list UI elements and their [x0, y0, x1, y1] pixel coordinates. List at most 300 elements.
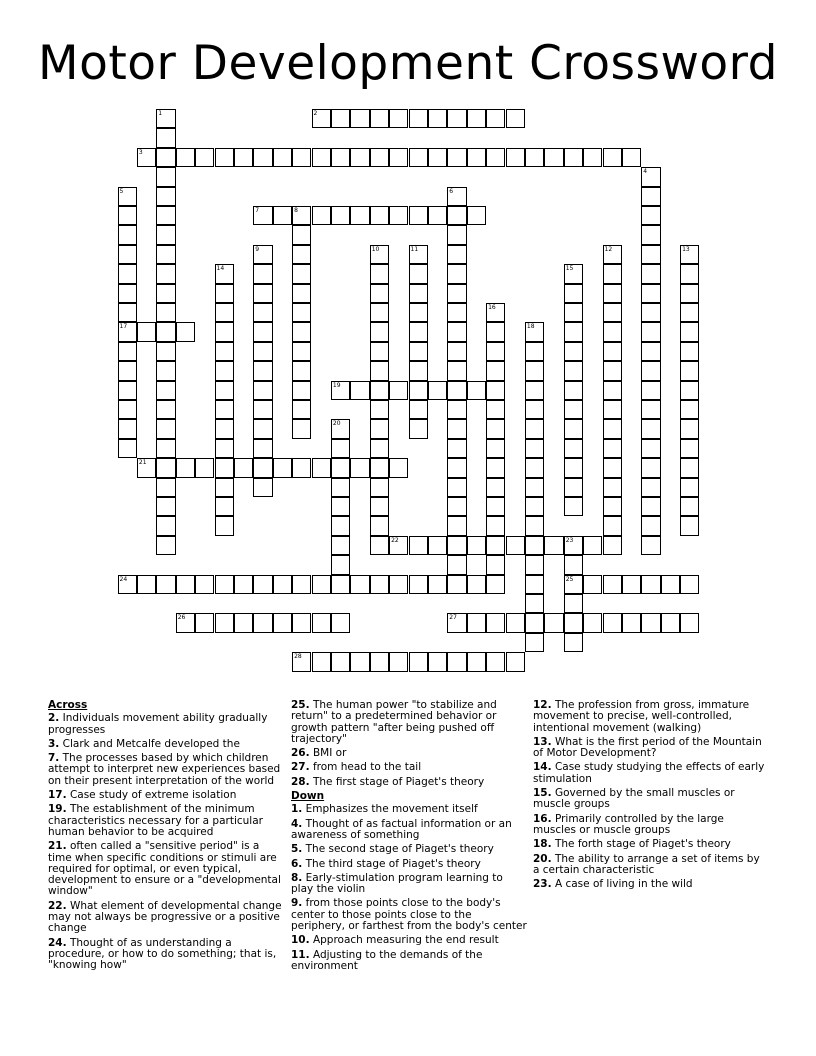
grid-cell[interactable] [680, 419, 699, 438]
grid-cell[interactable] [370, 206, 389, 225]
grid-cell[interactable] [506, 536, 525, 555]
grid-cell[interactable] [215, 361, 234, 380]
grid-cell[interactable] [641, 303, 660, 322]
grid-cell[interactable] [156, 458, 175, 477]
grid-cell[interactable] [486, 652, 505, 671]
grid-cell[interactable] [525, 458, 544, 477]
grid-cell[interactable] [370, 439, 389, 458]
grid-cell[interactable] [370, 400, 389, 419]
grid-cell[interactable] [118, 225, 137, 244]
grid-cell[interactable] [409, 575, 428, 594]
grid-cell[interactable] [176, 322, 195, 341]
grid-cell[interactable] [118, 264, 137, 283]
grid-cell[interactable] [486, 342, 505, 361]
grid-cell[interactable] [370, 148, 389, 167]
grid-cell[interactable] [253, 342, 272, 361]
grid-cell[interactable] [118, 284, 137, 303]
grid-cell[interactable] [680, 478, 699, 497]
grid-cell[interactable] [603, 419, 622, 438]
grid-cell[interactable] [331, 613, 350, 632]
grid-cell[interactable] [486, 439, 505, 458]
grid-cell[interactable] [370, 478, 389, 497]
grid-cell[interactable] [331, 419, 350, 438]
grid-cell[interactable] [447, 575, 466, 594]
grid-cell[interactable] [680, 284, 699, 303]
grid-cell[interactable] [156, 536, 175, 555]
grid-cell[interactable] [680, 264, 699, 283]
grid-cell[interactable] [253, 284, 272, 303]
grid-cell[interactable] [118, 400, 137, 419]
grid-cell[interactable] [215, 400, 234, 419]
grid-cell[interactable] [370, 322, 389, 341]
grid-cell[interactable] [447, 206, 466, 225]
grid-cell[interactable] [564, 419, 583, 438]
grid-cell[interactable] [447, 536, 466, 555]
grid-cell[interactable] [350, 652, 369, 671]
grid-cell[interactable] [486, 555, 505, 574]
grid-cell[interactable] [603, 613, 622, 632]
grid-cell[interactable] [447, 342, 466, 361]
grid-cell[interactable] [331, 109, 350, 128]
grid-cell[interactable] [350, 458, 369, 477]
grid-cell[interactable] [409, 536, 428, 555]
grid-cell[interactable] [215, 264, 234, 283]
grid-cell[interactable] [350, 109, 369, 128]
grid-cell[interactable] [680, 439, 699, 458]
grid-cell[interactable] [370, 109, 389, 128]
grid-cell[interactable] [506, 109, 525, 128]
grid-cell[interactable] [370, 536, 389, 555]
grid-cell[interactable] [253, 419, 272, 438]
grid-cell[interactable] [118, 187, 137, 206]
grid-cell[interactable] [215, 458, 234, 477]
grid-cell[interactable] [215, 478, 234, 497]
grid-cell[interactable] [292, 225, 311, 244]
grid-cell[interactable] [350, 148, 369, 167]
grid-cell[interactable] [467, 381, 486, 400]
grid-cell[interactable] [622, 575, 641, 594]
grid-cell[interactable] [389, 652, 408, 671]
grid-cell[interactable] [118, 206, 137, 225]
grid-cell[interactable] [292, 613, 311, 632]
grid-cell[interactable] [215, 148, 234, 167]
grid-cell[interactable] [253, 381, 272, 400]
grid-cell[interactable] [564, 381, 583, 400]
grid-cell[interactable] [641, 439, 660, 458]
grid-cell[interactable] [156, 497, 175, 516]
grid-cell[interactable] [370, 497, 389, 516]
grid-cell[interactable] [486, 575, 505, 594]
grid-cell[interactable] [525, 613, 544, 632]
grid-cell[interactable] [525, 594, 544, 613]
grid-cell[interactable] [447, 652, 466, 671]
grid-cell[interactable] [292, 652, 311, 671]
grid-cell[interactable] [564, 400, 583, 419]
grid-cell[interactable] [564, 594, 583, 613]
grid-cell[interactable] [486, 497, 505, 516]
grid-cell[interactable] [137, 458, 156, 477]
grid-cell[interactable] [176, 148, 195, 167]
grid-cell[interactable] [331, 497, 350, 516]
grid-cell[interactable] [312, 575, 331, 594]
grid-cell[interactable] [389, 206, 408, 225]
grid-cell[interactable] [312, 652, 331, 671]
grid-cell[interactable] [428, 109, 447, 128]
grid-cell[interactable] [118, 303, 137, 322]
grid-cell[interactable] [370, 245, 389, 264]
grid-cell[interactable] [603, 264, 622, 283]
grid-cell[interactable] [603, 361, 622, 380]
grid-cell[interactable] [447, 303, 466, 322]
grid-cell[interactable] [118, 575, 137, 594]
grid-cell[interactable] [370, 419, 389, 438]
grid-cell[interactable] [603, 478, 622, 497]
grid-cell[interactable] [370, 381, 389, 400]
grid-cell[interactable] [156, 439, 175, 458]
grid-cell[interactable] [253, 400, 272, 419]
grid-cell[interactable] [118, 419, 137, 438]
grid-cell[interactable] [292, 361, 311, 380]
grid-cell[interactable] [331, 439, 350, 458]
grid-cell[interactable] [525, 478, 544, 497]
grid-cell[interactable] [486, 381, 505, 400]
grid-cell[interactable] [253, 458, 272, 477]
grid-cell[interactable] [118, 381, 137, 400]
grid-cell[interactable] [389, 109, 408, 128]
grid-cell[interactable] [680, 322, 699, 341]
grid-cell[interactable] [564, 536, 583, 555]
grid-cell[interactable] [156, 284, 175, 303]
grid-cell[interactable] [622, 613, 641, 632]
grid-cell[interactable] [215, 575, 234, 594]
grid-cell[interactable] [525, 148, 544, 167]
grid-cell[interactable] [409, 148, 428, 167]
grid-cell[interactable] [118, 245, 137, 264]
grid-cell[interactable] [370, 575, 389, 594]
grid-cell[interactable] [292, 148, 311, 167]
grid-cell[interactable] [603, 245, 622, 264]
grid-cell[interactable] [370, 458, 389, 477]
grid-cell[interactable] [292, 381, 311, 400]
grid-cell[interactable] [525, 439, 544, 458]
grid-cell[interactable] [447, 245, 466, 264]
grid-cell[interactable] [389, 575, 408, 594]
grid-cell[interactable] [467, 148, 486, 167]
grid-cell[interactable] [447, 381, 466, 400]
grid-cell[interactable] [583, 613, 602, 632]
grid-cell[interactable] [447, 516, 466, 535]
grid-cell[interactable] [350, 206, 369, 225]
grid-cell[interactable] [215, 322, 234, 341]
grid-cell[interactable] [447, 148, 466, 167]
grid-cell[interactable] [428, 652, 447, 671]
grid-cell[interactable] [370, 516, 389, 535]
grid-cell[interactable] [273, 148, 292, 167]
grid-cell[interactable] [156, 381, 175, 400]
grid-cell[interactable] [564, 284, 583, 303]
grid-cell[interactable] [409, 400, 428, 419]
grid-cell[interactable] [292, 284, 311, 303]
grid-cell[interactable] [564, 575, 583, 594]
grid-cell[interactable] [564, 555, 583, 574]
grid-cell[interactable] [195, 575, 214, 594]
grid-cell[interactable] [525, 400, 544, 419]
grid-cell[interactable] [428, 148, 447, 167]
grid-cell[interactable] [680, 497, 699, 516]
grid-cell[interactable] [641, 458, 660, 477]
grid-cell[interactable] [641, 264, 660, 283]
grid-cell[interactable] [447, 458, 466, 477]
grid-cell[interactable] [583, 148, 602, 167]
grid-cell[interactable] [641, 478, 660, 497]
grid-cell[interactable] [525, 497, 544, 516]
grid-cell[interactable] [156, 109, 175, 128]
grid-cell[interactable] [273, 458, 292, 477]
grid-cell[interactable] [564, 478, 583, 497]
grid-cell[interactable] [428, 381, 447, 400]
grid-cell[interactable] [156, 419, 175, 438]
grid-cell[interactable] [331, 478, 350, 497]
grid-cell[interactable] [156, 322, 175, 341]
grid-cell[interactable] [641, 613, 660, 632]
grid-cell[interactable] [486, 419, 505, 438]
grid-cell[interactable] [350, 575, 369, 594]
grid-cell[interactable] [292, 400, 311, 419]
grid-cell[interactable] [603, 284, 622, 303]
grid-cell[interactable] [156, 245, 175, 264]
grid-cell[interactable] [253, 613, 272, 632]
grid-cell[interactable] [370, 303, 389, 322]
grid-cell[interactable] [467, 613, 486, 632]
grid-cell[interactable] [156, 225, 175, 244]
grid-cell[interactable] [292, 245, 311, 264]
grid-cell[interactable] [680, 400, 699, 419]
grid-cell[interactable] [525, 633, 544, 652]
grid-cell[interactable] [156, 361, 175, 380]
grid-cell[interactable] [409, 206, 428, 225]
grid-cell[interactable] [525, 361, 544, 380]
grid-cell[interactable] [564, 303, 583, 322]
grid-cell[interactable] [156, 575, 175, 594]
grid-cell[interactable] [176, 458, 195, 477]
grid-cell[interactable] [195, 458, 214, 477]
grid-cell[interactable] [118, 439, 137, 458]
grid-cell[interactable] [215, 381, 234, 400]
grid-cell[interactable] [622, 148, 641, 167]
grid-cell[interactable] [525, 322, 544, 341]
grid-cell[interactable] [253, 439, 272, 458]
grid-cell[interactable] [234, 575, 253, 594]
grid-cell[interactable] [486, 361, 505, 380]
grid-cell[interactable] [331, 555, 350, 574]
grid-cell[interactable] [156, 206, 175, 225]
grid-cell[interactable] [370, 652, 389, 671]
grid-cell[interactable] [215, 516, 234, 535]
grid-cell[interactable] [680, 516, 699, 535]
grid-cell[interactable] [447, 478, 466, 497]
grid-cell[interactable] [661, 575, 680, 594]
grid-cell[interactable] [389, 458, 408, 477]
grid-cell[interactable] [603, 536, 622, 555]
grid-cell[interactable] [641, 381, 660, 400]
grid-cell[interactable] [525, 419, 544, 438]
grid-cell[interactable] [447, 361, 466, 380]
grid-cell[interactable] [331, 148, 350, 167]
grid-cell[interactable] [525, 342, 544, 361]
grid-cell[interactable] [641, 322, 660, 341]
grid-cell[interactable] [331, 536, 350, 555]
grid-cell[interactable] [641, 187, 660, 206]
grid-cell[interactable] [525, 575, 544, 594]
grid-cell[interactable] [603, 497, 622, 516]
grid-cell[interactable] [428, 575, 447, 594]
grid-cell[interactable] [118, 322, 137, 341]
grid-cell[interactable] [409, 264, 428, 283]
grid-cell[interactable] [409, 109, 428, 128]
grid-cell[interactable] [156, 128, 175, 147]
grid-cell[interactable] [564, 322, 583, 341]
grid-cell[interactable] [118, 361, 137, 380]
grid-cell[interactable] [156, 400, 175, 419]
grid-cell[interactable] [680, 458, 699, 477]
grid-cell[interactable] [156, 478, 175, 497]
grid-cell[interactable] [331, 458, 350, 477]
grid-cell[interactable] [312, 458, 331, 477]
grid-cell[interactable] [506, 652, 525, 671]
grid-cell[interactable] [544, 148, 563, 167]
grid-cell[interactable] [370, 361, 389, 380]
grid-cell[interactable] [215, 497, 234, 516]
grid-cell[interactable] [370, 264, 389, 283]
grid-cell[interactable] [253, 148, 272, 167]
grid-cell[interactable] [486, 458, 505, 477]
grid-cell[interactable] [409, 361, 428, 380]
grid-cell[interactable] [447, 322, 466, 341]
grid-cell[interactable] [312, 613, 331, 632]
grid-cell[interactable] [409, 322, 428, 341]
grid-cell[interactable] [370, 284, 389, 303]
grid-cell[interactable] [312, 109, 331, 128]
grid-cell[interactable] [253, 303, 272, 322]
grid-cell[interactable] [564, 148, 583, 167]
grid-cell[interactable] [603, 342, 622, 361]
grid-cell[interactable] [447, 439, 466, 458]
grid-cell[interactable] [350, 381, 369, 400]
grid-cell[interactable] [486, 516, 505, 535]
grid-cell[interactable] [641, 245, 660, 264]
grid-cell[interactable] [544, 613, 563, 632]
grid-cell[interactable] [641, 497, 660, 516]
grid-cell[interactable] [292, 342, 311, 361]
grid-cell[interactable] [176, 613, 195, 632]
grid-cell[interactable] [292, 303, 311, 322]
grid-cell[interactable] [273, 206, 292, 225]
grid-cell[interactable] [564, 361, 583, 380]
grid-cell[interactable] [447, 225, 466, 244]
grid-cell[interactable] [641, 167, 660, 186]
grid-cell[interactable] [641, 400, 660, 419]
grid-cell[interactable] [564, 633, 583, 652]
grid-cell[interactable] [564, 342, 583, 361]
grid-cell[interactable] [118, 342, 137, 361]
grid-cell[interactable] [447, 497, 466, 516]
grid-cell[interactable] [603, 400, 622, 419]
grid-cell[interactable] [409, 381, 428, 400]
grid-cell[interactable] [195, 613, 214, 632]
grid-cell[interactable] [564, 264, 583, 283]
grid-cell[interactable] [603, 322, 622, 341]
grid-cell[interactable] [331, 516, 350, 535]
grid-cell[interactable] [292, 458, 311, 477]
grid-cell[interactable] [253, 575, 272, 594]
grid-cell[interactable] [525, 516, 544, 535]
grid-cell[interactable] [583, 575, 602, 594]
grid-cell[interactable] [564, 613, 583, 632]
grid-cell[interactable] [603, 148, 622, 167]
grid-cell[interactable] [370, 342, 389, 361]
grid-cell[interactable] [176, 575, 195, 594]
grid-cell[interactable] [486, 400, 505, 419]
grid-cell[interactable] [215, 342, 234, 361]
grid-cell[interactable] [641, 419, 660, 438]
grid-cell[interactable] [641, 225, 660, 244]
grid-cell[interactable] [544, 536, 563, 555]
grid-cell[interactable] [583, 536, 602, 555]
grid-cell[interactable] [409, 303, 428, 322]
grid-cell[interactable] [292, 575, 311, 594]
grid-cell[interactable] [680, 613, 699, 632]
grid-cell[interactable] [253, 478, 272, 497]
grid-cell[interactable] [137, 322, 156, 341]
grid-cell[interactable] [253, 322, 272, 341]
grid-cell[interactable] [331, 652, 350, 671]
grid-cell[interactable] [312, 148, 331, 167]
grid-cell[interactable] [641, 516, 660, 535]
grid-cell[interactable] [603, 516, 622, 535]
grid-cell[interactable] [331, 381, 350, 400]
grid-cell[interactable] [603, 439, 622, 458]
grid-cell[interactable] [389, 381, 408, 400]
grid-cell[interactable] [641, 361, 660, 380]
grid-cell[interactable] [467, 652, 486, 671]
grid-cell[interactable] [447, 187, 466, 206]
grid-cell[interactable] [603, 303, 622, 322]
grid-cell[interactable] [234, 148, 253, 167]
grid-cell[interactable] [486, 303, 505, 322]
grid-cell[interactable] [486, 613, 505, 632]
grid-cell[interactable] [467, 206, 486, 225]
grid-cell[interactable] [680, 361, 699, 380]
grid-cell[interactable] [409, 284, 428, 303]
grid-cell[interactable] [680, 342, 699, 361]
grid-cell[interactable] [331, 575, 350, 594]
grid-cell[interactable] [215, 613, 234, 632]
grid-cell[interactable] [331, 206, 350, 225]
grid-cell[interactable] [292, 419, 311, 438]
grid-cell[interactable] [564, 497, 583, 516]
grid-cell[interactable] [253, 206, 272, 225]
grid-cell[interactable] [234, 613, 253, 632]
grid-cell[interactable] [156, 264, 175, 283]
grid-cell[interactable] [680, 245, 699, 264]
grid-cell[interactable] [215, 419, 234, 438]
grid-cell[interactable] [467, 536, 486, 555]
grid-cell[interactable] [447, 613, 466, 632]
grid-cell[interactable] [641, 342, 660, 361]
grid-cell[interactable] [486, 148, 505, 167]
grid-cell[interactable] [564, 458, 583, 477]
grid-cell[interactable] [506, 148, 525, 167]
